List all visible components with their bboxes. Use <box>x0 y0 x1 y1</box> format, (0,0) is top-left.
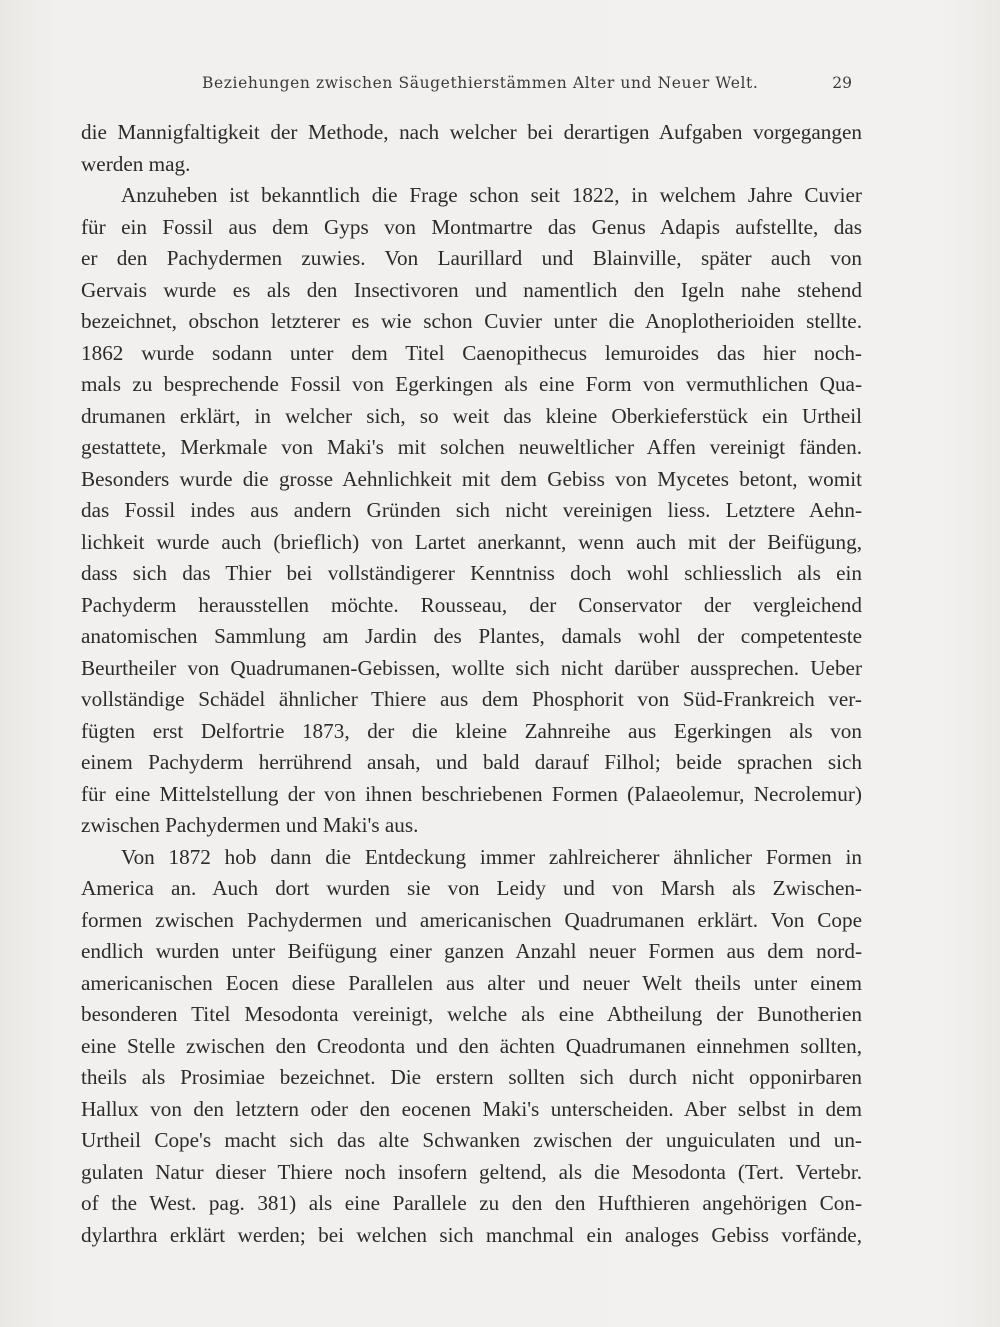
text-line: of the West. pag. 381) als eine Parallele zu den den Hufthieren angehörigen Con- <box>81 1191 862 1215</box>
text-line: einem Pachyderm herrührend ansah, und bald darauf Filhol; beide sprachen sich <box>81 750 862 774</box>
text-line: Anzuheben ist bekanntlich die Frage schon seit 1822, in welchem Jahre Cuvier <box>121 183 862 207</box>
text-line: lichkeit wurde auch (brieflich) von Lartet anerkannt, wenn auch mit der Beifügung, <box>81 529 862 554</box>
text-line: besonderen Titel Mesodonta vereinigt, welche als eine Abtheilung der Bunotherien <box>81 1002 862 1026</box>
text-line: die Mannigfaltigkeit der Methode, nach welcher bei derartigen Aufgaben vorgegangen <box>81 120 862 144</box>
text-line: Besonders wurde die grosse Aehnlichkeit mit dem Gebiss von Mycetes betont, womit <box>81 466 862 491</box>
text-line: eine Stelle zwischen den Creodonta und den ächten Quadrumanen einnehmen sollten, <box>81 1033 862 1058</box>
text-line: mals zu besprechende Fossil von Egerkingen als eine Form von vermuthlichen Qua- <box>81 372 862 396</box>
text-line: formen zwischen Pachydermen und americanischen Quadrumanen erklärt. Von Cope <box>81 907 862 932</box>
text-line: zwischen Pachydermen und Maki's aus. <box>81 813 419 837</box>
text-line: americanischen Eocen diese Parallelen aus alter und neuer Welt theils unter einem <box>81 970 862 995</box>
text-line: gulaten Natur dieser Thiere noch insofern geltend, als die Mesodonta (Tert. Vertebr. <box>81 1159 862 1184</box>
text-line: Gervais wurde es als den Insectivoren und namentlich den Igeln nahe stehend <box>81 277 862 302</box>
text-line: werden mag. <box>81 151 191 176</box>
text-line: für eine Mittelstellung der von ihnen beschriebenen Formen (Palaeolemur, Necrolemur) <box>81 781 862 806</box>
text-line: drumanen erklärt, in welcher sich, so weit das kleine Oberkieferstück ein Urtheil <box>81 403 862 428</box>
text-line: für ein Fossil aus dem Gyps von Montmartre das Genus Adapis aufstellte, das <box>81 214 862 239</box>
text-line: bezeichnet, obschon letzterer es wie schon Cuvier unter die Anoplotherioiden stellte. <box>81 309 862 333</box>
text-line: America an. Auch dort wurden sie von Leidy und von Marsh als Zwischen- <box>81 876 862 900</box>
text-line: gestattete, Merkmale von Maki's mit solchen neuweltlicher Affen vereinigt fänden. <box>81 435 862 459</box>
text-line: anatomischen Sammlung am Jardin des Plantes, damals wohl der competenteste <box>81 624 862 648</box>
text-line: dass sich das Thier bei vollständigerer Kenntniss doch wohl schliesslich als ein <box>81 561 862 585</box>
text-line: vollständige Schädel ähnlicher Thiere aus dem Phosphorit von Süd-Frankreich ver- <box>81 687 862 711</box>
text-line: Urtheil Cope's macht sich das alte Schwanken zwischen der unguiculaten und un- <box>81 1128 862 1152</box>
text-line: theils als Prosimiae bezeichnet. Die erstern sollten sich durch nicht opponirbaren <box>81 1065 862 1089</box>
text-line: dylarthra erklärt werden; bei welchen sich manchmal ein analoges Gebiss vorfände, <box>81 1222 862 1247</box>
body-text <box>81 117 862 1251</box>
text-line: Beurtheiler von Quadrumanen-Gebissen, wollte sich nicht darüber aussprechen. Ueber <box>81 655 862 680</box>
text-line: er den Pachydermen zuwies. Von Laurillard und Blainville, später auch von <box>81 246 862 270</box>
text-line: Pachyderm herausstellen möchte. Rousseau, der Conservator der vergleichend <box>81 592 862 617</box>
text-line: fügten erst Delfortrie 1873, der die kleine Zahnreihe aus Egerkingen als von <box>81 718 862 743</box>
text-line: 1862 wurde sodann unter dem Titel Caenopithecus lemuroides das hier noch- <box>81 340 862 365</box>
running-title: Beziehungen zwischen Säugethierstämmen Alter und Neuer Welt. <box>202 74 759 92</box>
text-line: das Fossil indes aus andern Gründen sich nicht vereinigen liess. Letztere Aehn- <box>81 498 862 522</box>
text-line: Hallux von den letztern oder den eocenen Maki's unterscheiden. Aber selbst in dem <box>81 1096 862 1121</box>
text-line: endlich wurden unter Beifügung einer ganzen Anzahl neuer Formen aus dem nord- <box>81 939 862 963</box>
running-head <box>80 74 860 102</box>
page-number: 29 <box>832 74 852 92</box>
text-line: Von 1872 hob dann die Entdeckung immer zahlreicherer ähnlicher Formen in <box>121 844 862 869</box>
